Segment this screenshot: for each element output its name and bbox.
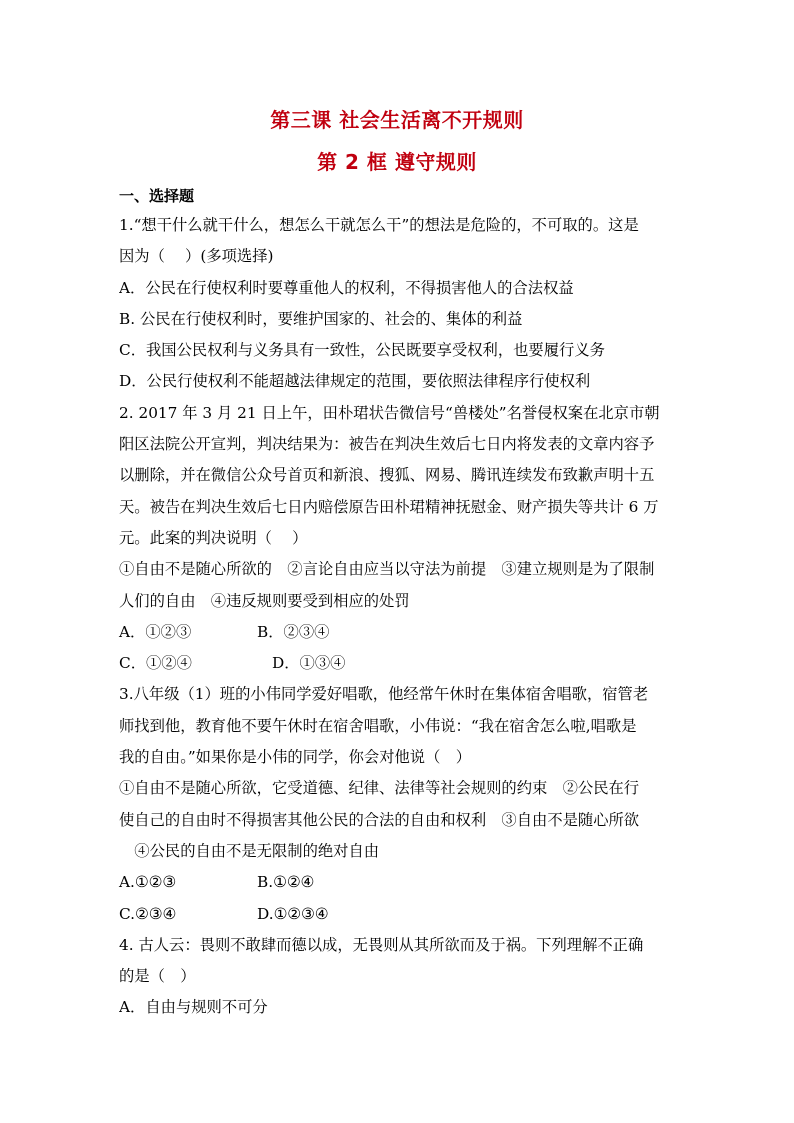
answer-option-row — [119, 617, 679, 648]
page-title: 第三课 社会生活离不开规则 — [270, 108, 524, 132]
question-text-line: 1.“想干什么就干什么，想怎么干就怎么干”的想法是危险的，不可取的。这是 — [119, 216, 639, 234]
answer-option-b: B.①②④ — [257, 873, 315, 892]
question-1 — [119, 210, 679, 398]
answer-option-b: B．②③④ — [257, 622, 330, 641]
question-list — [119, 182, 679, 1024]
answer-option-a: A.①②③ — [119, 873, 177, 892]
question-text-line: 师找到他，教育他不要午休时在宿舍唱歌，小伟说：“我在宿舍怎么啦,唱歌是 — [119, 716, 637, 735]
question-text-line: 的是（ ） — [119, 967, 196, 986]
question-text-line: 阳区法院公开宣判，判决结果为：被告在判决生效后七日内将发表的文章内容予 — [119, 435, 655, 454]
question-text-line: ①自由不是随心所欲的 ②言论自由应当以守法为前提 ③建立规则是为了限制 — [119, 560, 655, 579]
answer-option-a: A．公民在行使权利时要尊重他人的权利，不得损害他人的合法权益 — [119, 278, 574, 297]
answer-option-d: D.①②③④ — [257, 904, 329, 923]
page-subtitle: 第 2 框 遵守规则 — [317, 150, 477, 174]
question-text-line: 因为（ ）(多项选择) — [119, 247, 274, 266]
question-text-line: 人们的自由 ④违反规则要受到相应的处罚 — [119, 591, 410, 610]
answer-option-a: A．自由与规则不可分 — [119, 998, 268, 1017]
question-3 — [119, 679, 679, 929]
question-text-line: 以删除，并在微信公众号首页和新浪、搜狐、网易、腾讯连续发布致歉声明十五 — [119, 466, 655, 485]
question-text-line: 3.八年级（1）班的小伟同学爱好唱歌，他经常午休时在集体宿舍唱歌，宿管老 — [119, 685, 649, 704]
question-4 — [119, 930, 679, 1024]
answer-option-c: C.②③④ — [119, 904, 177, 923]
answer-option-b: B. 公民在行使权利时，要维护国家的、社会的、集体的利益 — [119, 309, 523, 328]
answer-option-d: D．公民行使权利不能超越法律规定的范围，要依照法律程序行使权利 — [119, 372, 591, 391]
question-text-line: 2. 2017 年 3 月 21 日上午，田朴珺状告微信号“兽楼处”名誉侵权案在北京市朝 — [119, 403, 660, 422]
answer-option-c: C．我国公民权利与义务具有一致性，公民既要享受权利，也要履行义务 — [119, 341, 605, 360]
question-2 — [119, 398, 679, 680]
question-text-line: 我的自由。”如果你是小伟的同学，你会对他说（ ） — [119, 748, 471, 767]
question-text-line: ①自由不是随心所欲，它受道德、纪律、法律等社会规则的约束 ②公民在行 — [119, 779, 640, 798]
answer-option-c: C．①②④ — [119, 654, 192, 673]
answer-option-row — [119, 867, 679, 898]
question-text-line: 4. 古人云：畏则不敢肆而德以成，无畏则从其所欲而及于祸。下列理解不正确 — [119, 935, 644, 954]
question-text-line: 使自己的自由时不得损害其他公民的合法的自由和权利 ③自由不是随心所欲 — [119, 810, 640, 829]
question-text-line: 天。被告在判决生效后七日内赔偿原告田朴珺精神抚慰金、财产损失等共计 6 万 — [119, 497, 659, 516]
answer-option-row — [119, 648, 679, 679]
answer-option-row — [119, 899, 679, 930]
answer-option-a: A．①②③ — [119, 622, 192, 641]
section-heading: 一、选择题 — [119, 187, 195, 205]
question-text-line: 元。此案的判决说明（ ） — [119, 528, 308, 547]
answer-option-d: D．①③④ — [272, 654, 346, 673]
question-text-line: ④公民的自由不是无限制的绝对自由 — [119, 841, 380, 860]
